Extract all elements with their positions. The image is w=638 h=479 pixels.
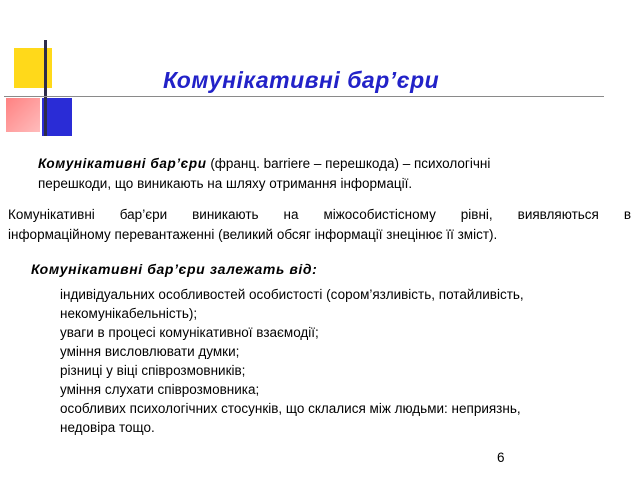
definition-paragraph (38, 154, 598, 194)
page-number: 6 (497, 450, 505, 465)
barriers-paragraph-line1: Комунікативні бар’єри виникають на міжособистісному рівні, виявляються в (8, 207, 631, 222)
decor-red-square (6, 98, 40, 132)
definition-text-line1: (франц. barriere – перешкода) – психологічні (206, 156, 491, 171)
list-line: некомунікабельність); (60, 306, 198, 321)
list-line: особливих психологічних стосунків, що склалися між людьми: неприязнь, (60, 401, 521, 416)
factors-list (60, 285, 620, 437)
list-line: різниці у віці співрозмовників; (60, 363, 246, 378)
barriers-paragraph-line2: інформаційному перевантаженні (великий обсяг інформації знецінює її зміст). (8, 227, 498, 242)
list-line: уміння слухати співрозмовника; (60, 382, 260, 397)
slide-title: Комунікативні бар’єри (163, 67, 440, 93)
definition-term: Комунікативні бар’єри (38, 156, 207, 171)
barriers-paragraph (8, 205, 631, 245)
list-line: уваги в процесі комунікативної взаємодії; (60, 325, 319, 340)
definition-text-line2: перешкоди, що виникають на шляху отримання інформації. (38, 176, 413, 191)
title-divider (4, 96, 604, 97)
list-line: уміння висловлювати думки; (60, 344, 240, 359)
list-line: індивідуальних особливостей особистості (сором’язливість, потайливість, (60, 287, 524, 302)
list-heading: Комунікативні бар’єри залежать від: (31, 261, 318, 277)
list-line: недовіра тощо. (60, 420, 155, 435)
decor-vertical-line (44, 40, 47, 136)
